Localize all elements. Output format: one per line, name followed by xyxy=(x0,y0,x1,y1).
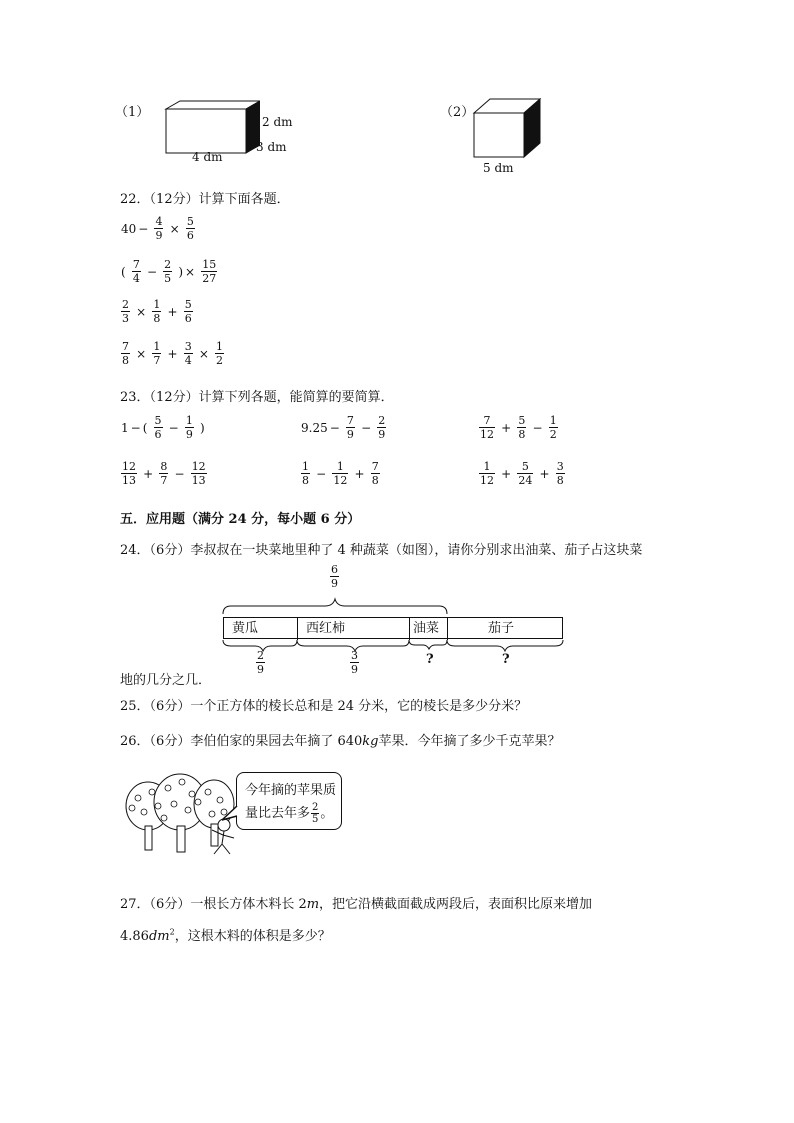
q24-text-end: 地的几分之几． xyxy=(120,673,212,688)
figure-1 xyxy=(115,95,315,170)
q22-title: 22．（12分）计算下面各题． xyxy=(120,192,290,207)
q27-text-2: $4.86dm^2$，这根木料的体积是多少？ xyxy=(120,927,331,944)
q23-expr-r2c2: $\frac{1}{8}$ − $\frac{1}{12}$ + $\frac{7}{8}$ xyxy=(302,460,379,487)
q22-expr-3: $\frac{2}{3}$ × $\frac{1}{8}$ + $\frac{5}{6}$ xyxy=(122,298,192,325)
bubble-line-2: 量比去年多 $\frac{2}{5}$ 。 xyxy=(245,802,334,825)
q23-expr-r2c1: $\frac{12}{13}$ + $\frac{8}{7}$ − $\frac{12}{13}$ xyxy=(122,460,206,487)
q24-text: 24．（6分）李叔叔在一块菜地里种了 4 种蔬菜（如图），请你分别求出油菜、茄子占这块菜 xyxy=(120,543,643,558)
q23-expr-r2c3: $\frac{1}{12}$ + $\frac{5}{24}$ + $\frac{3}{8}$ xyxy=(480,460,564,487)
q23-title: 23．（12分）计算下列各题，能简算的要简算． xyxy=(120,390,394,405)
q22-expr-4: $\frac{7}{8}$ × $\frac{1}{7}$ + $\frac{3}{4}$ × $\frac{1}{2}$ xyxy=(122,340,224,367)
bar xyxy=(223,617,563,639)
top-fraction: $\frac{6}{9}$ xyxy=(331,563,338,590)
tomato-fraction: $\frac{3}{9}$ xyxy=(351,649,358,676)
dim-edge: 5 dm xyxy=(483,161,514,175)
segment-eggplant: 茄子 xyxy=(488,621,515,636)
segment-cucumber: 黄瓜 xyxy=(224,618,298,640)
q27-text-1: 27．（6分）一根长方体木料长 2m，把它沿横截面截成两段后，表面积比原来增加 xyxy=(120,897,593,912)
speech-bubble xyxy=(236,772,342,830)
eggplant-unknown: ? xyxy=(502,652,510,667)
q23-expr-r1c1: 1 − ( $\frac{5}{6}$ − $\frac{1}{9}$ ) xyxy=(121,414,205,441)
figure-2 xyxy=(440,95,560,180)
vegetable-bar-diagram xyxy=(215,563,575,676)
figure-1-label: （1） xyxy=(115,105,150,120)
q23-expr-r1c2: 9.25 − $\frac{7}{9}$ − $\frac{2}{9}$ xyxy=(301,414,386,441)
segment-tomato: 西红柿 xyxy=(298,618,410,640)
dim-height: 2 dm xyxy=(262,115,293,129)
section-5-heading: 五．应用题（满分 24 分，每小题 6 分） xyxy=(120,512,361,527)
dim-depth: 3 dm xyxy=(256,140,287,154)
q25-text: 25．（6分）一个正方体的棱长总和是 24 分米，它的棱长是多少分米？ xyxy=(120,699,528,714)
cube-drawing xyxy=(472,95,542,161)
q22-expr-1: 40 − $\frac{4}{9}$ × $\frac{5}{6}$ xyxy=(121,215,194,242)
bubble-line-1: 今年摘的苹果质 xyxy=(245,783,337,798)
bubble-tail xyxy=(220,804,240,824)
rapeseed-unknown: ? xyxy=(426,652,434,667)
q22-expr-2: ( $\frac{7}{4}$ − $\frac{2}{5}$ ) × $\frac{15}{27}$ xyxy=(121,258,217,285)
figure-2-label: （2） xyxy=(440,105,475,120)
q26-text: 26．（6分）李伯伯家的果园去年摘了 640kg苹果．今年摘了多少千克苹果？ xyxy=(120,734,561,749)
segment-rapeseed: 油菜 xyxy=(410,618,448,640)
dim-length: 4 dm xyxy=(192,150,223,164)
cucumber-fraction: $\frac{2}{9}$ xyxy=(257,649,264,676)
q23-expr-r1c3: $\frac{7}{12}$ + $\frac{5}{8}$ − $\frac{1}{2}$ xyxy=(480,414,557,441)
apple-orchard-illustration xyxy=(118,768,358,858)
